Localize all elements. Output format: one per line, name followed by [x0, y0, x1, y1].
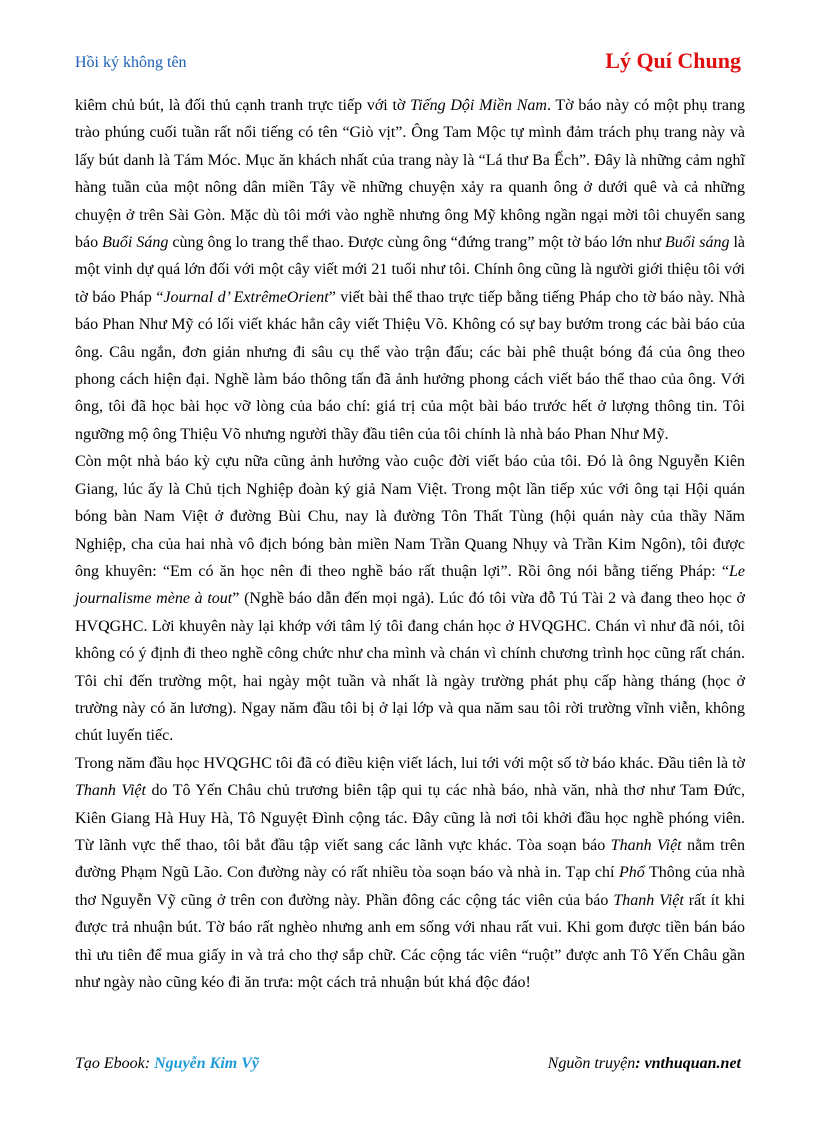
italic-run: Thanh Việt [610, 836, 682, 854]
italic-run: Thanh Việt [613, 891, 684, 909]
text-run: là một vinh dự quá lớn đối với một cây viết mới 21 tuổi như tôi. Chính ông cũng là người giới thiệu tôi với tờ báo Pháp “ [75, 234, 746, 306]
italic-run: Phổ [618, 864, 645, 882]
ebook-label: Tạo Ebook [75, 1055, 145, 1072]
text-run: Còn một nhà báo kỳ cựu nữa cũng ảnh hưởng vào cuộc đời viết báo của tôi. Đó là ông Nguyễn Kiên Giang, lúc ấy là Chủ tịch Nghiệp đoàn ký giả Nam Việt. Trong một lần tiếp xúc với ông tại Hội quán bóng bàn Nam Việt ở đường Bùi Chu, nay là đường Tôn Thất Tùng (hội quán này của thầy Năm Nghiệp, cha của hai nhà vô địch bóng bàn miền Nam Trần Quang Nhụy và Trần Kim Ngôn), tôi được ông khuyên: “Em có ăn học nên đi theo nghề báo rất thuận lợi”. Rồi ông nói bằng tiếng Pháp: “ [75, 453, 745, 580]
paragraph [75, 92, 745, 448]
text-run: rất ít khi được trả nhuận bút. Tờ báo rất nghèo nhưng anh em sống với nhau rất vui. Khi gom được tiền bán báo thì ưu tiên để mua giấy in và trả cho thợ sắp chữ. Các cộng tác viên “ruột” được anh Tô Yến Châu gần như ngày nào cũng kéo đi ăn trưa: một cách trả nhuận bút khá độc đáo! [75, 891, 745, 991]
source-separator: : [635, 1055, 645, 1072]
text-run: kiêm chủ bút, là đối thủ cạnh tranh trực tiếp với tờ [75, 97, 411, 114]
text-run: Thông của nhà thơ Nguyễn Vỹ cũng ở trên con đường này. Phần đông các cộng tác viên của báo [75, 864, 745, 909]
italic-run: Journal d’ ExtrêmeOrient [163, 288, 329, 306]
text-run: nằm trên đường Phạm Ngũ Lão. Con đường này có rất nhiều tòa soạn báo và nhà in. Tạp chí [75, 836, 745, 882]
paragraph [75, 448, 745, 749]
italic-run: Le journalisme mène à tout [75, 562, 745, 608]
ebook-separator: : [144, 1055, 155, 1072]
text-run: cùng ông lo trang thể thao. Được cùng ông “đứng trang” một tờ báo lớn như [168, 234, 666, 252]
paragraph [75, 750, 745, 997]
book-title: Hồi ký không tên [75, 54, 187, 71]
source-label: Nguồn truyện [547, 1055, 636, 1072]
page-body [75, 92, 745, 996]
source-credit [548, 1055, 741, 1073]
author-name: Lý Quí Chung [605, 48, 741, 73]
italic-run: Thanh Việt [75, 782, 146, 800]
italic-run: Buổi Sáng [102, 234, 169, 252]
italic-run: Buổi sáng [665, 234, 730, 252]
page-footer [75, 1055, 741, 1077]
text-run: ” viết bài thể thao trực tiếp bằng tiếng Pháp cho tờ báo này. Nhà báo Phan Như Mỹ có lối viết khác hẳn cây viết Thiệu Võ. Không có sự bay bướm trong các bài báo của ông. Câu ngắn, đơn giản nhưng đi sâu cụ thể vào trận đấu; các bài phê thuật bóng đá của ông theo phong cách hiện đại. Nghề làm báo thông tấn đã ảnh hưởng phong cách viết báo thể thao của ông. Với ông, tôi đã học bài học vỡ lòng của báo chí: giá trị của một bài báo trước hết ở lượng thông tin. Tôi ngưỡng mộ ông Thiệu Võ nhưng người thầy đầu tiên của tôi chính là nhà báo Phan Như Mỹ. [75, 288, 746, 443]
text-run: Trong năm đầu học HVQGHC tôi đã có điều kiện viết lách, lui tới với một số tờ báo khác. Đầu tiên là tờ [75, 754, 745, 772]
page-header [75, 48, 741, 78]
ebook-credit [75, 1055, 259, 1073]
text-run: do Tô Yến Châu chủ trương biên tập qui tụ các nhà báo, nhà văn, nhà thơ như Tam Đức, Kiên Giang Hà Huy Hà, Tô Nguyệt Đình cộng tác. Đây cũng là nơi tôi khởi đầu học nghề phóng viên. Từ lãnh vực thể thao, tôi bắt đầu tập viết sang các lãnh vực khác. Tòa soạn báo [75, 782, 745, 854]
italic-run: Tiếng Dội Miền Nam [410, 97, 547, 114]
source-site-name: vnthuquan.net [644, 1055, 741, 1072]
text-run: ” (Nghề báo dẫn đến mọi ngả). Lúc đó tôi vừa đỗ Tú Tài 2 và đang theo học ở HVQGHC. Lời khuyên này lại khớp với tâm lý tôi đang chán học ở HVQGHC. Chán vì như đã nói, tôi không có ý định đi theo nghề công chức như cha mình và chán vì chính chương trình học cũng rất chán. Tôi chỉ đến trường một, hai ngày một tuần và nhất là ngày trường phát phụ cấp hàng tháng (học ở trường này có ăn lương). Ngay năm đầu tôi bị ở lại lớp và qua năm sau tôi rời trường vĩnh viễn, không chút luyến tiếc. [75, 590, 746, 745]
text-run: . Tờ báo này có một phụ trang trào phúng cuối tuần rất nổi tiếng có tên “Giò vịt”. Ông Tam Mộc tự mình đảm trách phụ trang này và lấy bút danh là Tám Móc. Mục ăn khách nhất của trang này là “Lá thư Ba Ếch”. Đây là những cảm nghĩ hàng tuần của một nông dân miền Tây về những chuyện xảy ra quanh ông ở dưới quê và cả những chuyện ở trên Sài Gòn. Mặc dù tôi mới vào nghề nhưng ông Mỹ không ngần ngại mời tôi chuyển sang báo [75, 97, 746, 252]
ebook-creator-name: Nguyễn Kim Vỹ [154, 1055, 259, 1072]
